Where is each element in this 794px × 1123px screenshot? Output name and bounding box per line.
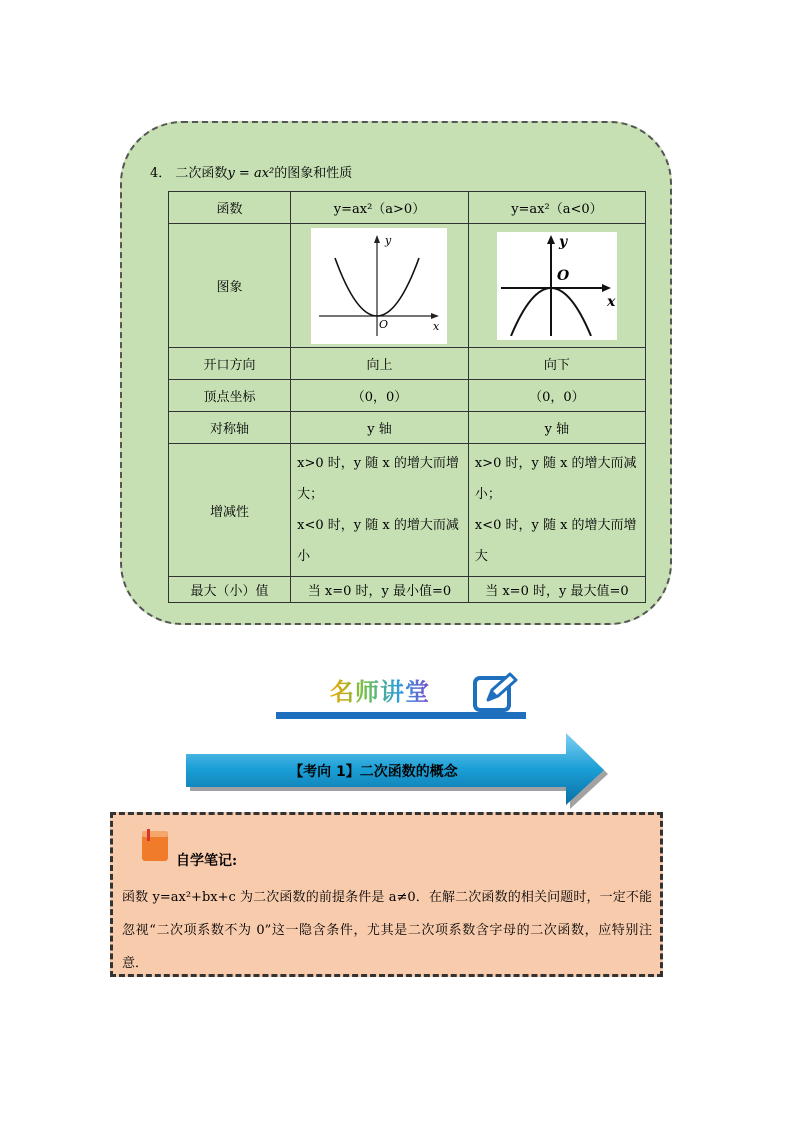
row-label-extreme: 最大（小）值 <box>169 577 291 603</box>
extreme-pos: 当 x=0 时，y 最小值=0 <box>291 577 469 603</box>
header-a-positive: y=ax²（a>0） <box>291 192 469 224</box>
graph-cell-down <box>468 224 645 348</box>
monotonic-neg <box>468 444 645 577</box>
row-label-monotonic: 增减性 <box>169 444 291 577</box>
axis-pos: y 轴 <box>291 412 469 444</box>
header-a-negative: y=ax²（a<0） <box>468 192 645 224</box>
row-label-vertex: 顶点坐标 <box>169 380 291 412</box>
edit-note-icon <box>472 672 518 714</box>
table-row-vertex <box>169 380 646 412</box>
table-row-graph <box>169 224 646 348</box>
y-axis-label: y <box>385 233 392 247</box>
monotonic-pos-line2: x<0 时，y 随 x 的增大而减小 <box>297 518 459 564</box>
table-row-extreme <box>169 577 646 603</box>
banner-underline <box>276 712 526 719</box>
axis-neg: y 轴 <box>468 412 645 444</box>
notebook-icon <box>140 829 170 863</box>
properties-table <box>168 191 646 603</box>
topic-label: 【考向 1】二次函数的概念 <box>289 764 458 780</box>
monotonic-neg-line2: x<0 时，y 随 x 的增大而增大 <box>474 518 637 564</box>
note-title: 自学笔记: <box>176 853 238 869</box>
table-row-monotonic <box>169 444 646 577</box>
parabola-up-graph <box>311 228 447 344</box>
vertex-neg: （0，0） <box>468 380 645 412</box>
y-axis-label: y <box>558 233 568 250</box>
origin-label: O <box>556 267 570 284</box>
table-header-row <box>169 192 646 224</box>
note-text: 函数 y=ax²+bx+c 为二次函数的前提条件是 a≠0．在解二次函数的相关问题时，一定不能忽视“二次项系数不为 0”这一隐含条件，尤其是二次项系数含字母的二次函数，应特别注意． <box>122 890 652 971</box>
banner-title-text: 名师讲堂 <box>330 678 430 706</box>
header-function: 函数 <box>169 192 291 224</box>
row-label-opening: 开口方向 <box>169 348 291 380</box>
x-axis-label: x <box>433 319 440 333</box>
vertex-pos: （0，0） <box>291 380 469 412</box>
monotonic-neg-line1: x>0 时，y 随 x 的增大而减小； <box>474 456 637 502</box>
section-title: 4． 二次函数y = ax²的图象和性质 <box>150 166 353 181</box>
extreme-neg: 当 x=0 时，y 最大值=0 <box>468 577 645 603</box>
monotonic-pos <box>291 444 469 577</box>
origin-label: O <box>379 317 389 331</box>
table-row-opening <box>169 348 646 380</box>
parabola-down-graph <box>497 232 617 340</box>
opening-down: 向下 <box>468 348 645 380</box>
monotonic-pos-line1: x>0 时，y 随 x 的增大而增大； <box>297 456 459 502</box>
table-row-axis <box>169 412 646 444</box>
row-label-axis: 对称轴 <box>169 412 291 444</box>
x-axis-label: x <box>606 293 616 310</box>
opening-up: 向上 <box>291 348 469 380</box>
banner-title <box>330 675 470 713</box>
row-label-graph: 图象 <box>169 224 291 348</box>
graph-cell-up <box>291 224 469 348</box>
